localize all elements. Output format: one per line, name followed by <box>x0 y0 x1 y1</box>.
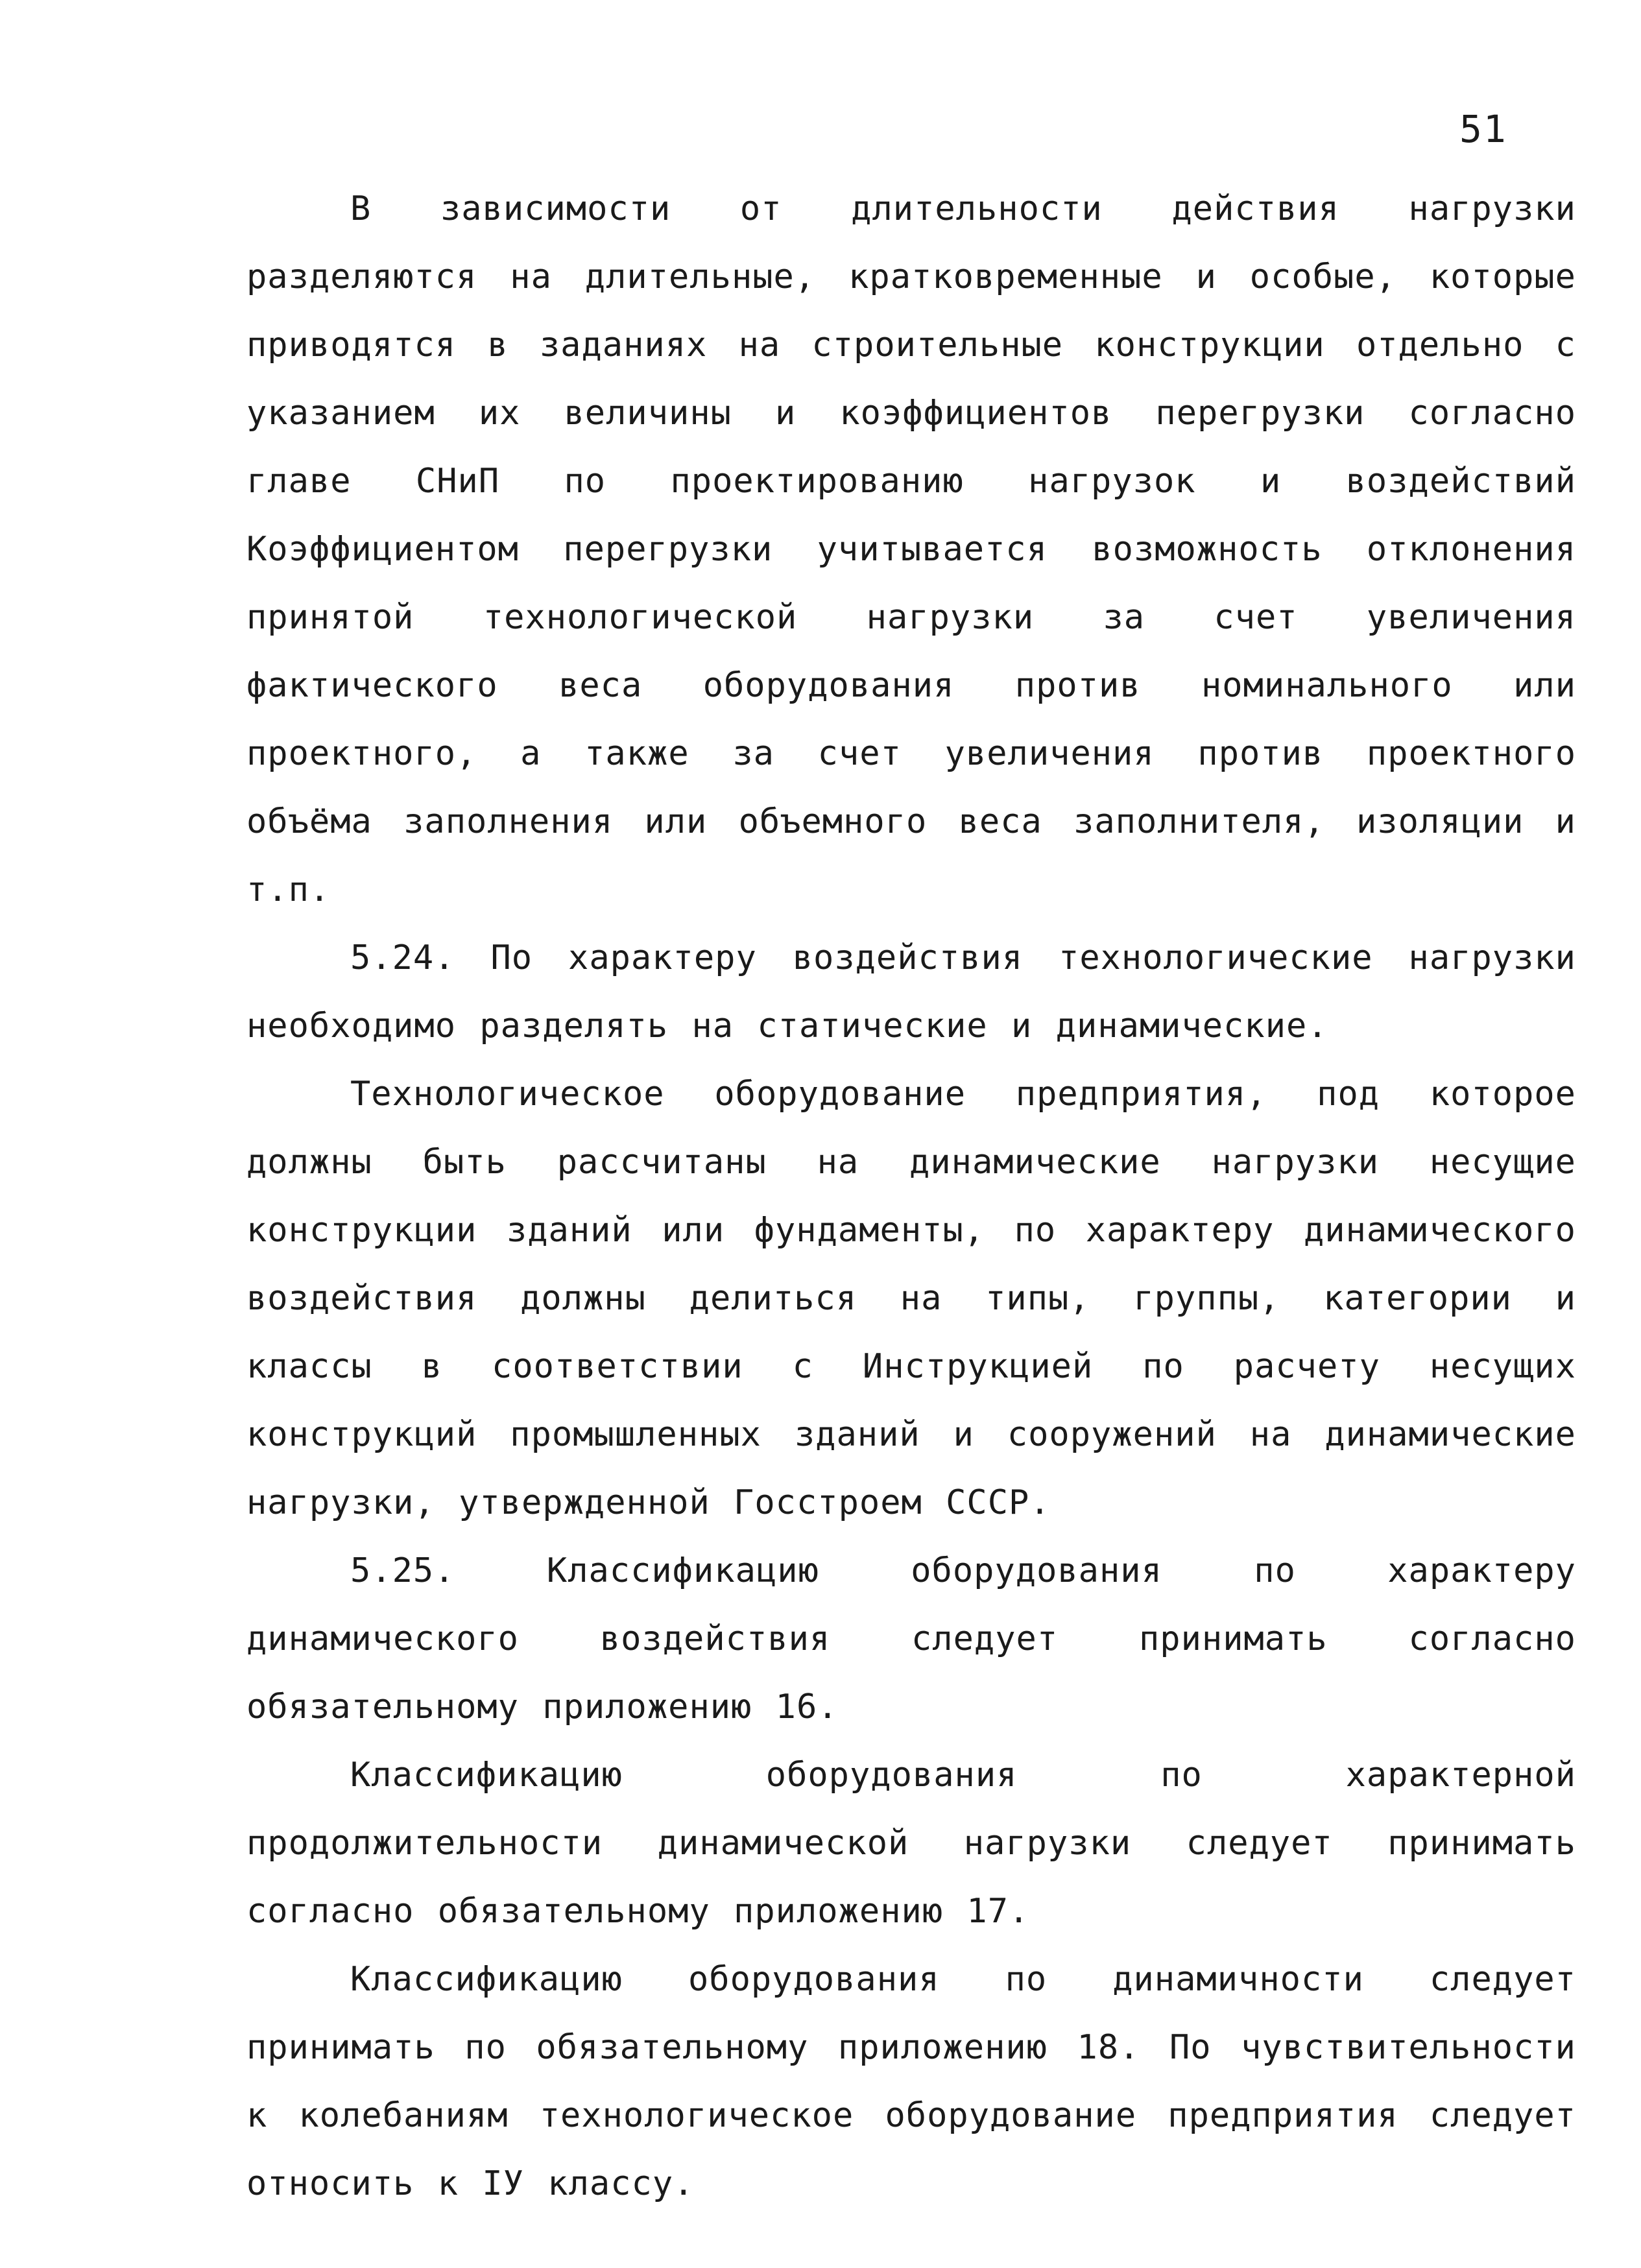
paragraph-equipment-dynamic: Технологическое оборудование предприятия, под которое должны быть рассчитаны на динамические нагрузки несущие конструкции зданий или фундаменты, по характеру динамического воздействия должны делиться на типы, группы, категории и классы в соответствии с Инструкцией по расчету несущих конструкций промышленных зданий и сооружений на динамические нагрузки, утвержденной Госстроем СССР. <box>246 1075 1576 1522</box>
paragraph-5-24: 5.24. По характеру воздействия технологические нагрузки необходимо разделять на статические и динамические. <box>246 938 1576 1045</box>
body-text <box>246 175 1576 2218</box>
paragraph-load-duration: В зависимости от длительности действия нагрузки разделяются на длительные, кратковременные и особые, которые приводятся в заданиях на строительные конструкции отдельно с указанием их величины и коэффициентов перегрузки согласно главе СНиП по проектированию нагрузок и воздействий Коэффициентом перегрузки учитывается возможность отклонения принятой технологической нагрузки за счет увеличения фактического веса оборудования против номинального или проектного, а также за счет увеличения против проектного объёма заполнения или объемного веса заполнителя, изоляции и т.п. <box>246 189 1576 909</box>
paragraph-duration-classification: Классификацию оборудования по характерной продолжительности динамической нагрузки следует принимать согласно обязательному приложению 17. <box>246 1756 1576 1931</box>
paragraph-5-25: 5.25. Классификацию оборудования по характеру динамического воздействия следует принимать согласно обязательному приложению 16. <box>246 1551 1576 1726</box>
paragraph-dynamism-classification: Классификацию оборудования по динамичности следует принимать по обязательному приложению 18. По чувствительности к колебаниям технологическое оборудование предприятия следует относить к IУ классу. <box>246 1960 1576 2203</box>
page-number: 51 <box>1459 107 1507 151</box>
